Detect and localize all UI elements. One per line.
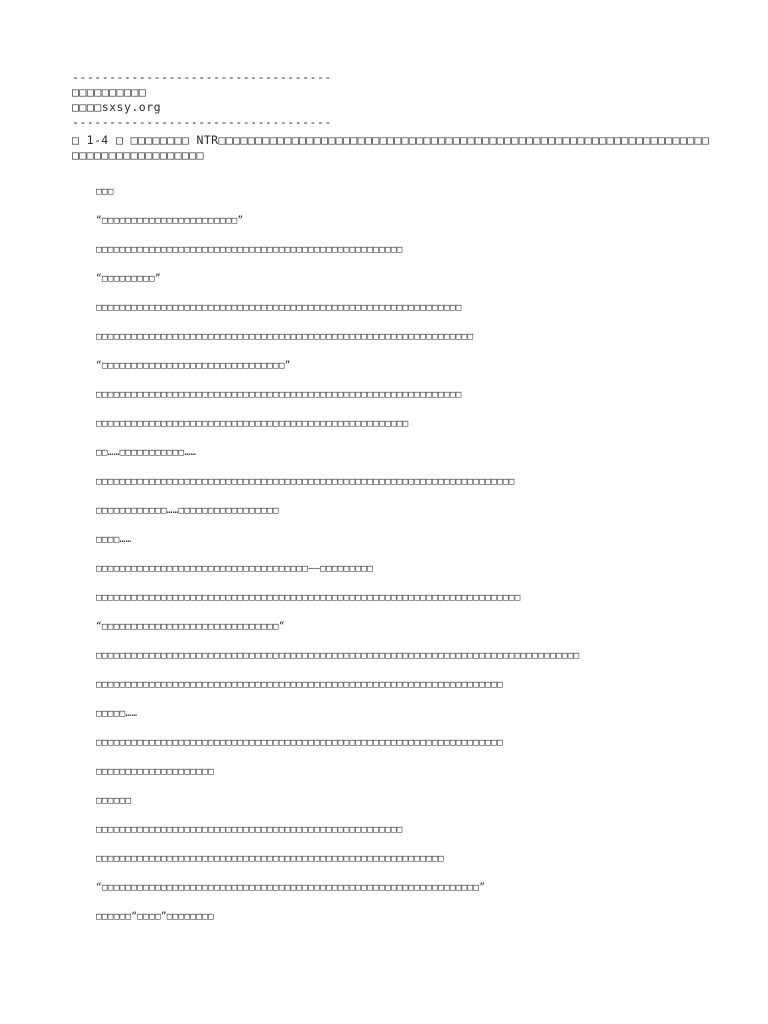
paragraph: □□□□□□□□□□□□□□□□□□□□□□□□□□□□□□□□□□□□□□□□□□□□□□□□□□□□□□□□□□□□□□□□□□□□□□□□ (96, 592, 521, 603)
paragraph: “□□□□□□□□□□□□□□□□□□□□□□□□□□□□□□” (96, 621, 285, 632)
paragraph: □□□□□□□□□□□□□□□□□□□□□□□□□□□□□□□□□□□□□□□□□□□□□□□□□□□□□□□□□□□□□□□□□□□□□ (96, 679, 503, 690)
paragraph: □□□□□□□□□□□□□□□□□□□□□□□□□□□□□□□□□□□□□□□□□□□□□□□□□□□□□□□□□□□□□□□□□□□□□□□□□□□□□□□□□□ (96, 650, 580, 661)
paragraph: “□□□□□□□□□□□□□□□□□□□□□□□” (96, 215, 244, 226)
paragraph: “□□□□□□□□□” (96, 273, 161, 284)
paragraph: “□□□□□□□□□□□□□□□□□□□□□□□□□□□□□□□” (96, 360, 291, 371)
paragraph: □□□□□□□□□□□□□□□□□□□□□□□□□□□□□□□□□□□□□□□□□□□□□□□□□□□□□ (96, 418, 409, 429)
paragraph: □□□□□□□□□□□□□□□□□□□□□□□□□□□□□□□□□□□□——□□□□□□□□□ (96, 563, 374, 574)
paragraph: □□□□□□□□□□□□□□□□□□□□□□□□□□□□□□□□□□□□□□□□□□□□□□□□□□□□ (96, 244, 403, 255)
paragraph: □□□□□□□□□□□□□□□□□□□□□□□□□□□□□□□□□□□□□□□□□□□□□□□□□□□□□□□□□□□□□□ (96, 302, 462, 313)
header-site-line: □□□□sxsy.org (72, 100, 162, 114)
header-rule-top: ----------------------------------- (72, 70, 332, 84)
paragraph: □□□□□□□□□□□□……□□□□□□□□□□□□□□□□□ (96, 505, 279, 516)
paragraph: □□□□□□□□□□□□□□□□□□□□□□□□□□□□□□□□□□□□□□□□□□□□□□□□□□□□□□□□□□□□□□□□□□□□□□□ (96, 476, 515, 487)
header-line-1: □□□□□□□□□□ (72, 85, 147, 99)
chapter-title: □ 1-4 □ □□□□□□□□ NTR□□□□□□□□□□□□□□□□□□□□□□□□□□□□□□□□□□□□□□□□□□□□□□□□□□□□□□□□□□□□□□□□□□□□□□□□□□□□□□□□□□□□□ (72, 133, 710, 162)
paragraph: □□□□□□□□□□□□□□□□□□□□□□□□□□□□□□□□□□□□□□□□□□□□□□□□□□□□□□□□□□□ (96, 853, 444, 864)
paragraph: □□……□□□□□□□□□□□…… (96, 447, 197, 458)
paragraph: □□□□□…… (96, 708, 138, 719)
paragraph: □□□□□□□□□□□□□□□□□□□□ (96, 766, 214, 777)
paragraph: □□□□□□□□□□□□□□□□□□□□□□□□□□□□□□□□□□□□□□□□□□□□□□□□□□□□□□□□□□□□□□□□ (96, 331, 474, 342)
document-page (72, 70, 712, 923)
paragraph: □□□ (96, 186, 114, 197)
paragraph: □□□□□□□□□□□□□□□□□□□□□□□□□□□□□□□□□□□□□□□□□□□□□□□□□□□□□□□□□□□□□□□□□□□□□ (96, 737, 503, 748)
paragraph: □□□□□□“□□□□”□□□□□□□□ (96, 911, 214, 922)
paragraph: □□□□□□ (96, 795, 132, 806)
paragraph: □□□□□□□□□□□□□□□□□□□□□□□□□□□□□□□□□□□□□□□□□□□□□□□□□□□□ (96, 824, 403, 835)
header-rule-bottom: ----------------------------------- (72, 115, 332, 129)
paragraph: □□□□…… (96, 534, 132, 545)
paragraph: □□□□□□□□□□□□□□□□□□□□□□□□□□□□□□□□□□□□□□□□□□□□□□□□□□□□□□□□□□□□□□ (96, 389, 462, 400)
paragraph: “□□□□□□□□□□□□□□□□□□□□□□□□□□□□□□□□□□□□□□□□□□□□□□□□□□□□□□□□□□□□□□□□” (96, 882, 486, 893)
